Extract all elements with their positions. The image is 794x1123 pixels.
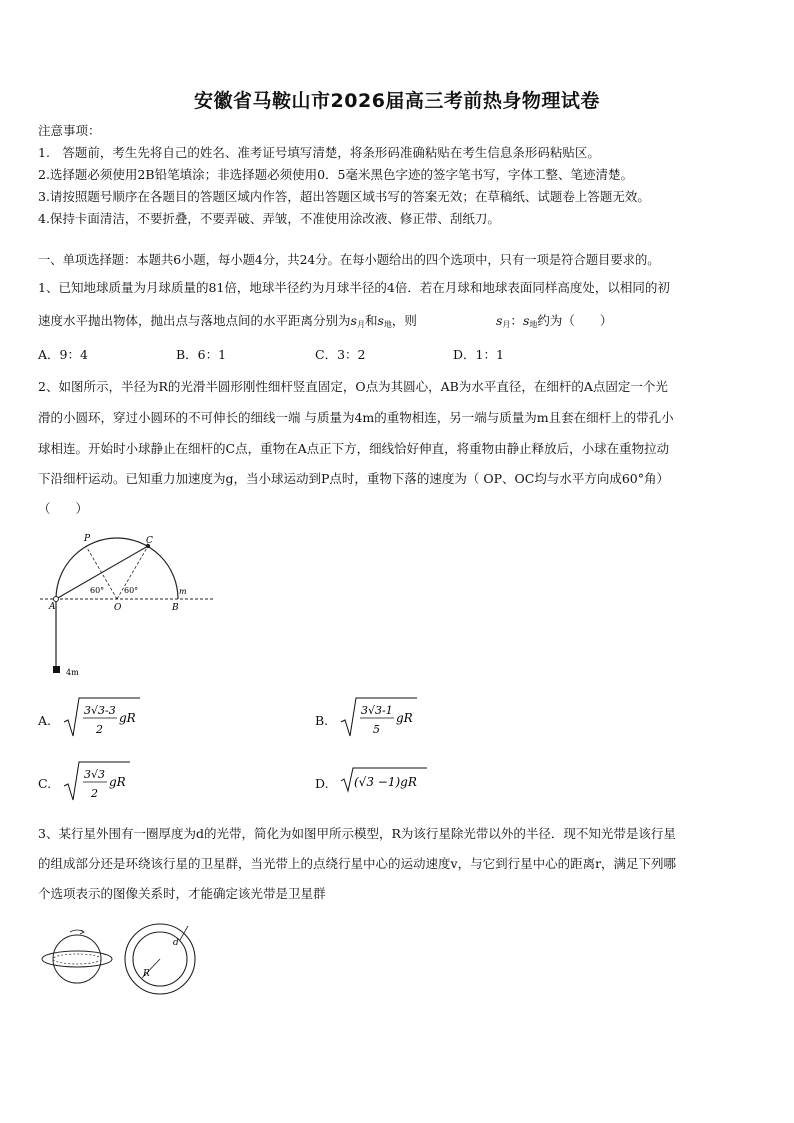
q1-option-b[interactable]: B．6：1 xyxy=(176,347,227,362)
q2-option-c-label[interactable]: C. xyxy=(38,776,52,791)
label-r: R xyxy=(143,969,150,979)
and-text: 和 xyxy=(364,313,378,328)
angle-left-label: 60° xyxy=(90,586,105,595)
s-moon: $s_月$ xyxy=(350,313,365,329)
label-d: d xyxy=(173,938,179,948)
ring-a xyxy=(54,597,59,602)
q1-option-d[interactable]: D．1：1 xyxy=(453,347,504,362)
q2-option-c-formula[interactable] xyxy=(62,760,137,804)
q2-option-b-formula[interactable] xyxy=(339,696,424,740)
q1-option-c[interactable]: C．3：2 xyxy=(315,347,366,362)
semicircle-rod xyxy=(56,538,178,599)
q2-option-a-formula[interactable] xyxy=(62,696,147,740)
svg-text:2: 2 xyxy=(91,787,98,800)
q2-line-4: 下沿细杆运动。已知重力加速度为g，当小球运动到P点时，重物下落的速度为（ OP、OC均与水平方向成60°角） xyxy=(38,471,670,486)
svg-text:3√3-3: 3√3-3 xyxy=(84,704,116,717)
s-earth: $s_地$ xyxy=(377,313,392,329)
label-p: P xyxy=(84,534,91,544)
label-o: O xyxy=(114,603,122,613)
q2-line-3: 球相连。开始时小球静止在细杆的C点，重物在A点正下方，细线恰好伸直，将重物由静止释放后，小球在重物拉动 xyxy=(38,441,670,456)
q1-option-a[interactable]: A．9：4 xyxy=(38,347,88,362)
planet-with-ring-icon xyxy=(42,930,112,983)
q3-line-2: 的组成部分还是环绕该行星的卫星群，当光带上的点绕行星中心的运动速度v，与它到行星中心的距离r，满足下列哪 xyxy=(38,856,677,871)
svg-text:(√3 −1)gR: (√3 −1)gR xyxy=(354,775,417,789)
svg-text:gR: gR xyxy=(119,711,136,725)
notice-item-2: 2.选择题必须使用2B铅笔填涂；非选择题必须使用0．5毫米黑色字迹的签字笔书写，字体工整、笔迹清楚。 xyxy=(38,167,633,182)
planet-ring-figure xyxy=(40,918,200,1000)
notice-item-4: 4.保持卡面清洁，不要折叠，不要弄破、弄皱，不准使用涂改液、修正带、刮纸刀。 xyxy=(38,211,500,226)
q2-line-2: 滑的小圆环，穿过小圆环的不可伸长的细线一端 与质量为4m的重物相连，另一端与质量为m且套在细杆上的带孔小 xyxy=(38,410,674,425)
q3-line-1: 3、某行星外围有一圈厚度为d的光带，简化为如图甲所示模型，R为该行星除光带以外的半径．现不知光带是该行星 xyxy=(38,826,676,841)
notice-item-1: 1. 答题前，考生先将自己的姓名、准考证号填写清楚，将条形码准确粘贴在考生信息条形码粘贴区。 xyxy=(38,145,600,160)
notice-heading: 注意事项： xyxy=(38,123,101,138)
svg-text:3√3: 3√3 xyxy=(84,768,106,781)
label-c: C xyxy=(146,536,153,546)
q1-ratio: $s_月$：$s_地$约为（ ） xyxy=(496,313,613,329)
q2-option-a-label[interactable]: A. xyxy=(38,713,52,728)
ring-cross-section xyxy=(125,924,195,994)
semicircle-rod-figure xyxy=(36,530,236,680)
svg-text:5: 5 xyxy=(373,723,380,736)
angle-right-label: 60° xyxy=(124,586,139,595)
label-m: m xyxy=(179,587,187,596)
q2-line-1: 2、如图所示，半径为R的光滑半圆形刚性细杆竖直固定，O点为其圆心，AB为水平直径，在细杆的A点固定一个光 xyxy=(38,379,668,394)
q2-option-d-formula[interactable] xyxy=(339,766,434,794)
svg-text:gR: gR xyxy=(396,711,413,725)
q2-line-5: （ ） xyxy=(38,501,89,516)
page-title: 安徽省马鞍山市2026届高三考前热身物理试卷 xyxy=(194,90,600,112)
q1-line-2-text: 速度水平抛出物体，抛出点与落地点间的水平距离分别为 xyxy=(38,313,351,328)
label-b: B xyxy=(172,603,179,613)
q2-option-b-label[interactable]: B. xyxy=(315,713,329,728)
q1-line-1: 1、已知地球质量为月球质量的81倍，地球半径约为月球半径的4倍．若在月球和地球表面同样高度处，以相同的初 xyxy=(38,280,670,295)
weight-block xyxy=(53,666,60,673)
q3-line-3: 个选项表示的图像关系时，才能确定该光带是卫星群 xyxy=(38,886,326,901)
svg-text:gR: gR xyxy=(109,775,126,789)
q2-option-d-label[interactable]: D. xyxy=(315,776,329,791)
svg-text:2: 2 xyxy=(96,723,103,736)
weight-label: 4m xyxy=(66,668,79,677)
notice-item-3: 3.请按照题号顺序在各题目的答题区域内作答，超出答题区域书写的答案无效；在草稿纸、试题卷上答题无效。 xyxy=(38,189,650,204)
then-text: ，则 xyxy=(391,313,417,328)
label-a: A xyxy=(49,602,56,612)
svg-text:3√3-1: 3√3-1 xyxy=(361,704,393,717)
q1-line-2 xyxy=(38,311,417,330)
section-heading: 一、单项选择题：本题共6小题，每小题4分，共24分。在每小题给出的四个选项中，只有一项是符合题目要求的。 xyxy=(38,253,660,267)
